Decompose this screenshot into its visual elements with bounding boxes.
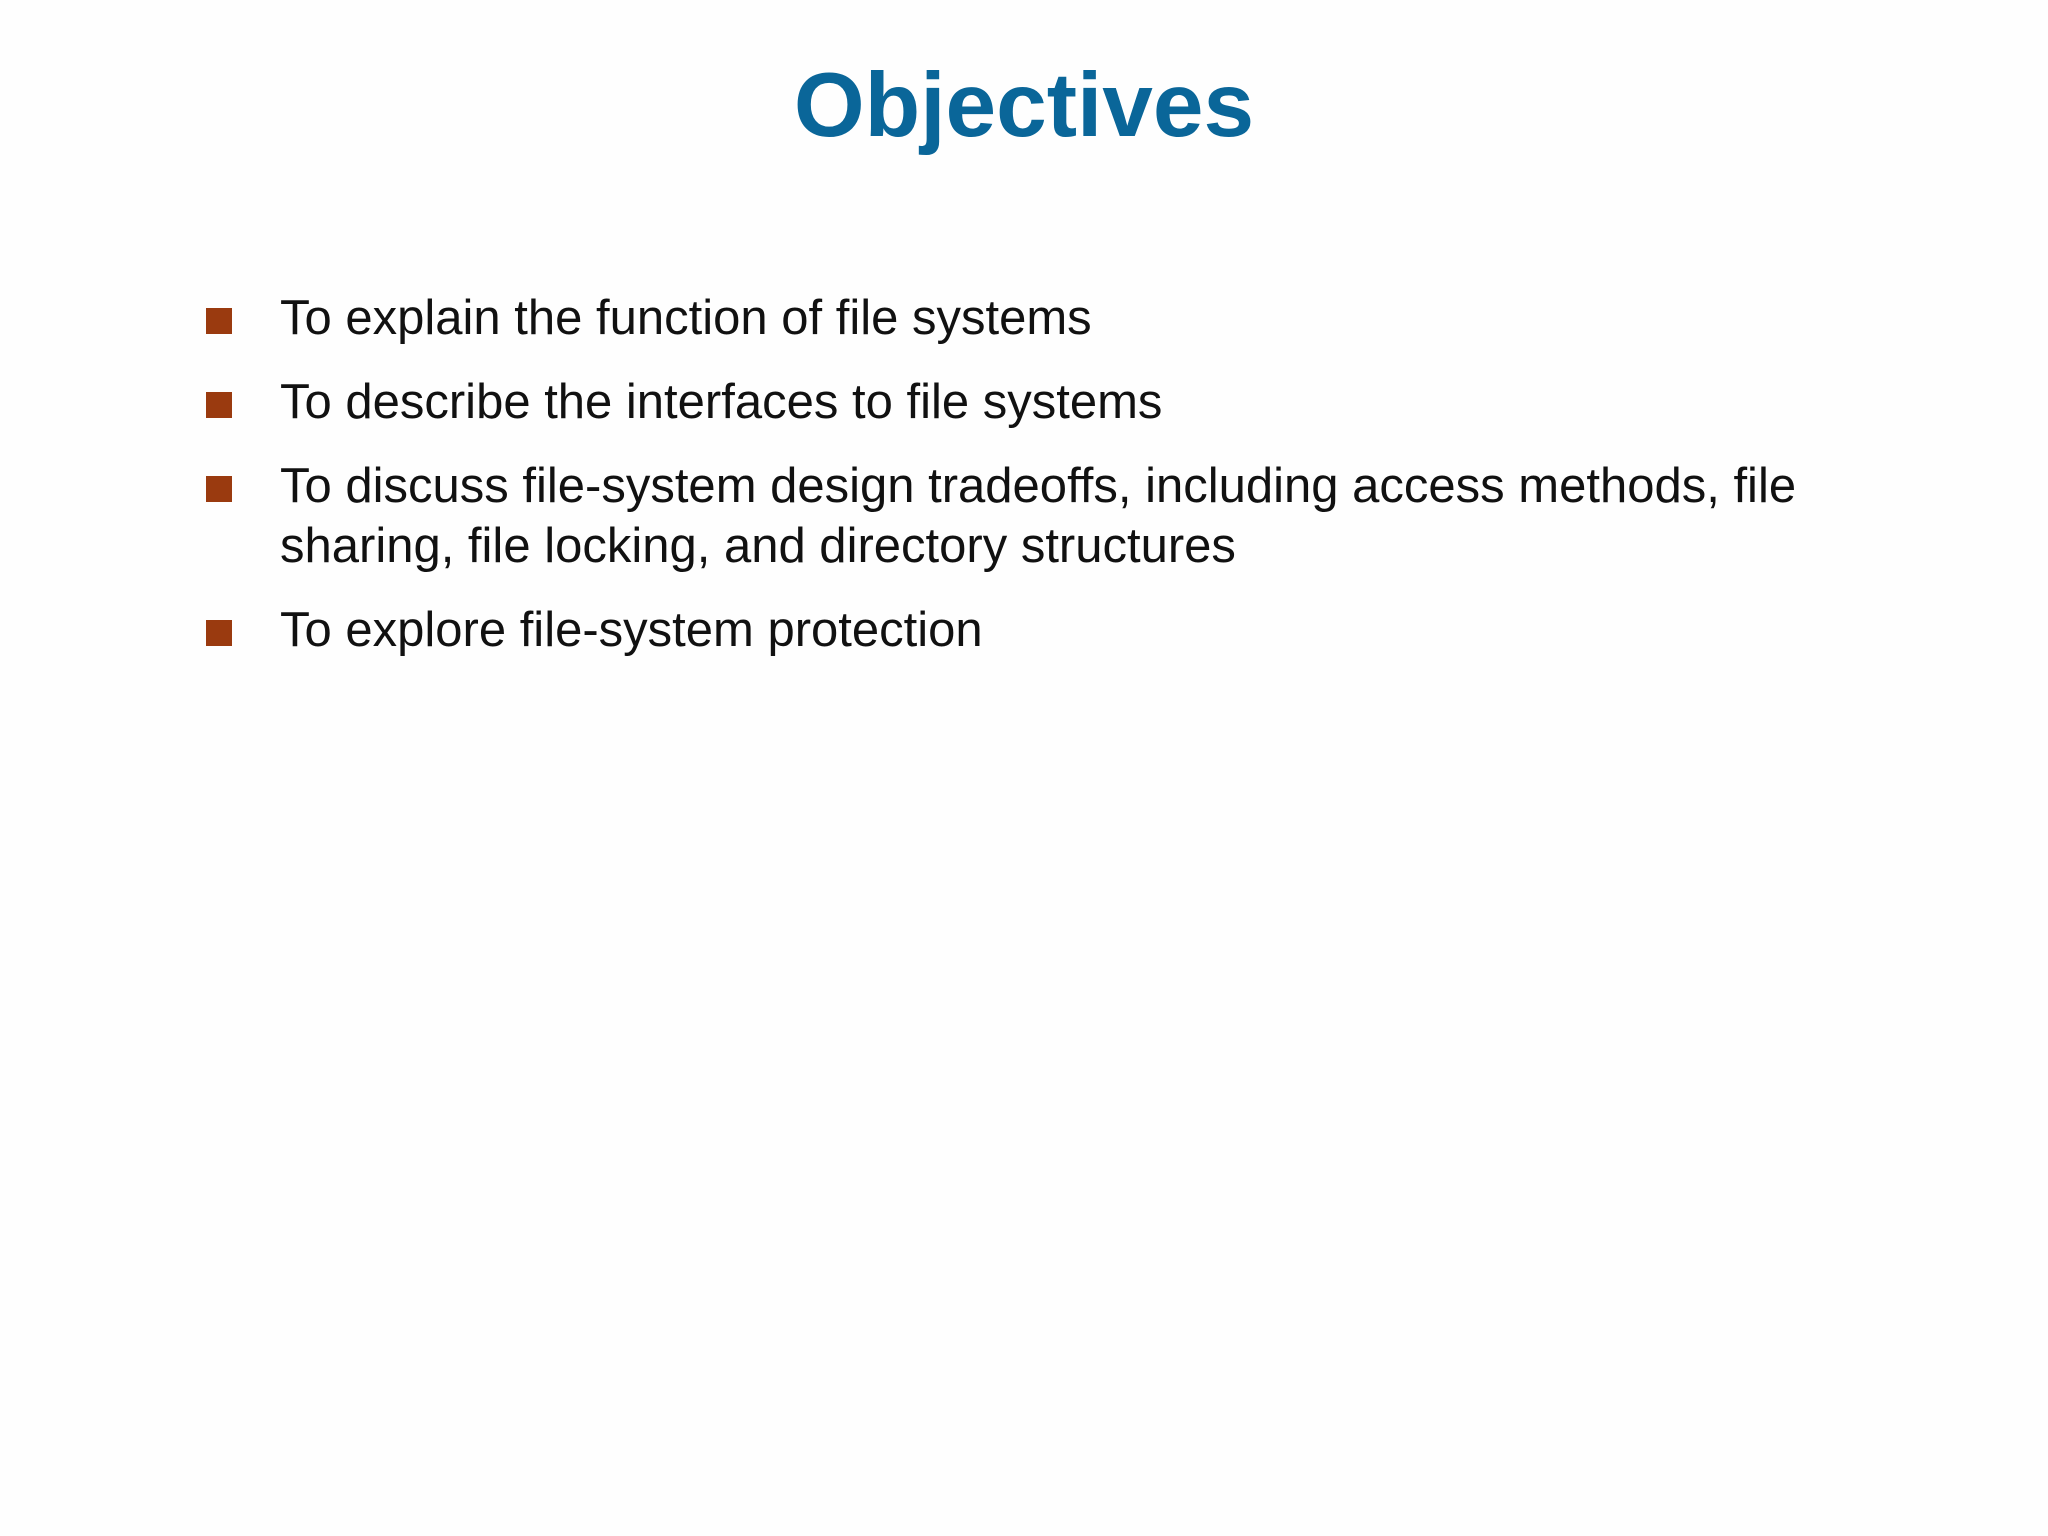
objectives-list: [203, 288, 1903, 684]
list-item: [203, 600, 1903, 660]
square-bullet-icon: [206, 620, 232, 646]
square-bullet-icon: [206, 392, 232, 418]
list-item: [203, 288, 1903, 348]
bullet-text: To explore file-system protection: [280, 603, 983, 657]
list-item: [203, 456, 1903, 576]
slide-title: Objectives: [793, 55, 1255, 156]
bullet-text: To describe the interfaces to file systems: [280, 375, 1163, 429]
bullet-text: To discuss file-system design tradeoffs, including access methods, file sharing, file locking, and directory structures: [280, 459, 1797, 573]
bullet-text: To explain the function of file systems: [280, 291, 1092, 345]
square-bullet-icon: [206, 308, 232, 334]
square-bullet-icon: [206, 476, 232, 502]
list-item: [203, 372, 1903, 432]
